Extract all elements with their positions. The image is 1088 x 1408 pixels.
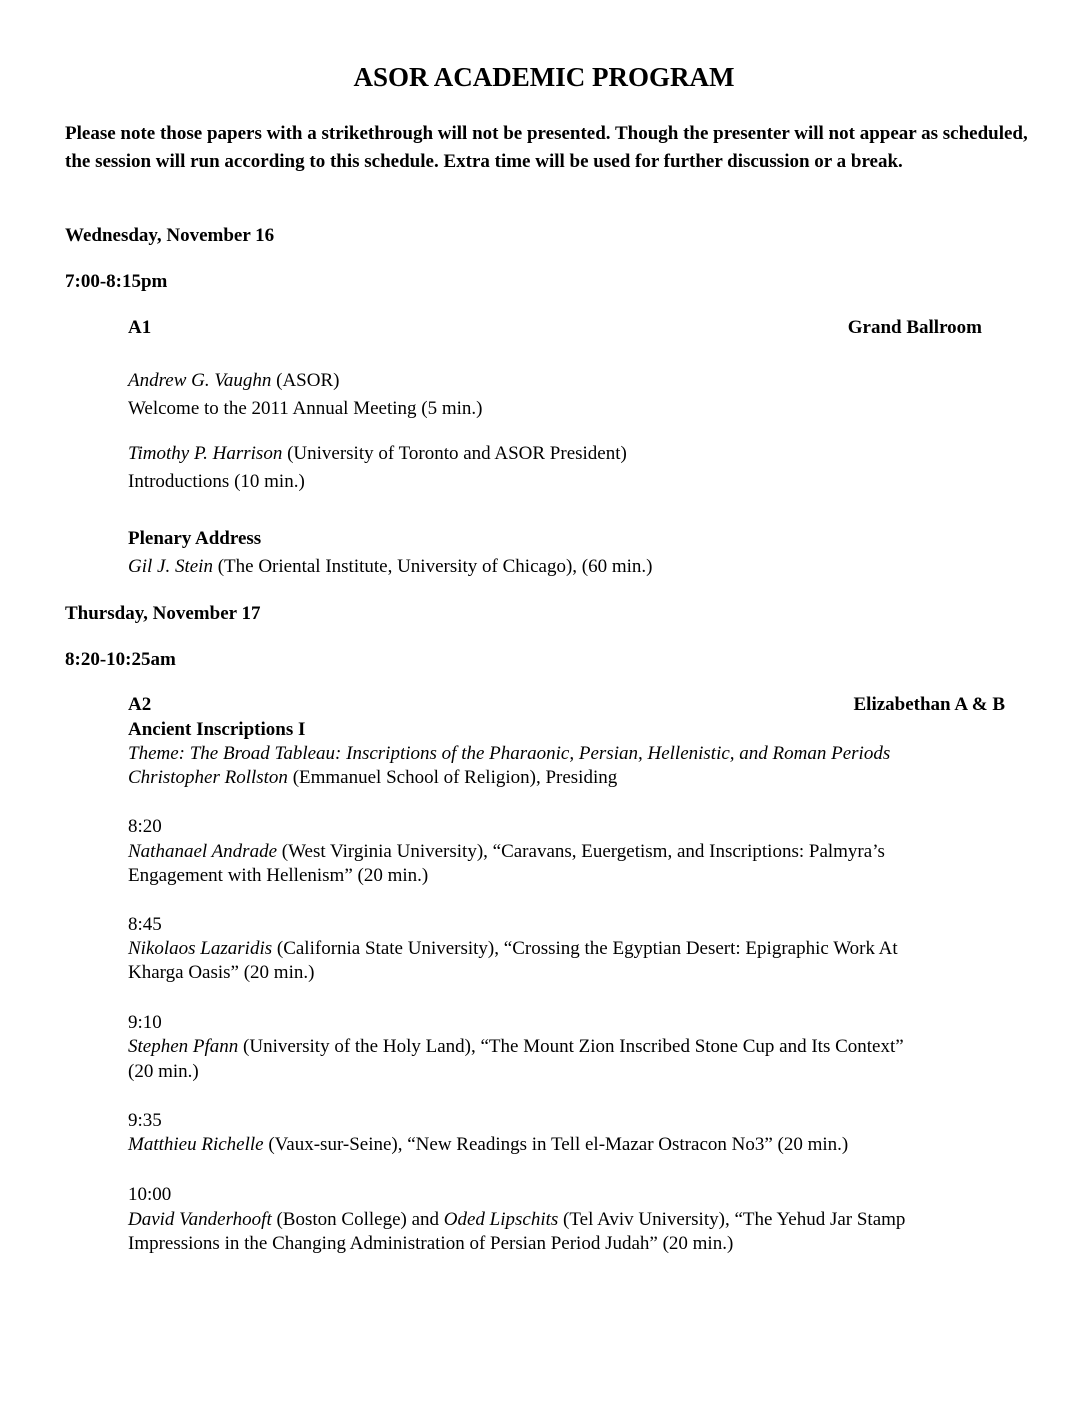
paper-line <box>128 938 898 960</box>
time-heading-morning: 8:20-10:25am <box>65 649 176 670</box>
session-code-a1: A1 <box>128 317 152 338</box>
paper-line <box>128 841 885 863</box>
paper-line <box>128 1036 904 1058</box>
intro-speaker-line <box>128 443 627 465</box>
paper-time: 8:20 <box>128 816 162 837</box>
speaker-name: Timothy P. Harrison <box>128 443 283 464</box>
speaker-affiliation: (ASOR) <box>271 370 340 391</box>
time-heading-evening: 7:00-8:15pm <box>65 271 168 292</box>
coauthor-name: Oded Lipschits <box>443 1209 559 1230</box>
paper-time: 9:35 <box>128 1110 162 1131</box>
author-name: Matthieu Richelle <box>128 1134 264 1155</box>
paper-time: 10:00 <box>128 1184 172 1205</box>
paper-line <box>128 1134 848 1156</box>
paper-line-continued: Impressions in the Changing Administration of Persian Period Judah” (20 min.) <box>128 1233 734 1254</box>
speaker-affiliation: (University of Toronto and ASOR President) <box>282 443 627 464</box>
plenary-speaker-line <box>128 556 653 578</box>
speaker-name: Gil J. Stein <box>128 556 213 577</box>
speaker-name: Andrew G. Vaughn <box>128 370 272 391</box>
paper-details: (Tel Aviv University), “The Yehud Jar Stamp <box>558 1209 906 1230</box>
welcome-title: Welcome to the 2011 Annual Meeting (5 min.) <box>128 398 483 419</box>
paper-time: 8:45 <box>128 914 162 935</box>
paper-line-continued: Kharga Oasis” (20 min.) <box>128 962 315 983</box>
paper-line-continued: (20 min.) <box>128 1061 199 1082</box>
plenary-heading: Plenary Address <box>128 528 262 549</box>
day-heading-thursday: Thursday, November 17 <box>65 603 261 624</box>
session-code-a2: A2 <box>128 694 152 715</box>
paper-details: (Vaux-sur-Seine), “New Readings in Tell el-Mazar Ostracon No3” (20 min.) <box>263 1134 849 1155</box>
paper-details: (California State University), “Crossing the Egyptian Desert: Epigraphic Work At <box>272 938 898 959</box>
paper-line <box>128 1209 905 1231</box>
plenary-details: (The Oriental Institute, University of Chicago), (60 min.) <box>212 556 653 577</box>
presider-details: (Emmanuel School of Religion), Presiding <box>287 767 618 788</box>
presider-line <box>128 767 617 789</box>
author-name: Nathanael Andrade <box>128 841 278 862</box>
paper-line-continued: Engagement with Hellenism” (20 min.) <box>128 865 429 886</box>
session-theme: Theme: The Broad Tableau: Inscriptions of the Pharaonic, Persian, Hellenistic, and Roman Periods <box>128 743 891 764</box>
session-room-a1: Grand Ballroom <box>847 317 982 338</box>
paper-details: (University of the Holy Land), “The Mount Zion Inscribed Stone Cup and Its Context” <box>238 1036 904 1057</box>
presider-name: Christopher Rollston <box>128 767 288 788</box>
author-name: Stephen Pfann <box>128 1036 239 1057</box>
intro-title: Introductions (10 min.) <box>128 471 305 492</box>
welcome-speaker-line <box>128 370 339 392</box>
day-heading-wednesday: Wednesday, November 16 <box>65 225 275 246</box>
paper-time: 9:10 <box>128 1012 162 1033</box>
session-title: Ancient Inscriptions I <box>128 719 306 740</box>
paper-details: (Boston College) and <box>271 1209 444 1230</box>
page-title: ASOR ACADEMIC PROGRAM <box>353 62 735 92</box>
author-name: Nikolaos Lazaridis <box>128 938 273 959</box>
session-room-a2: Elizabethan A & B <box>853 694 1005 715</box>
paper-details: (West Virginia University), “Caravans, Euergetism, and Inscriptions: Palmyra’s <box>277 841 885 862</box>
strikethrough-note: Please note those papers with a strikethrough will not be presented. Though the presenter will not appear as scheduled, the session will run according to this schedule. Extra time will be used for further discussion or a break. <box>65 123 1028 172</box>
author-name: David Vanderhooft <box>128 1209 272 1230</box>
